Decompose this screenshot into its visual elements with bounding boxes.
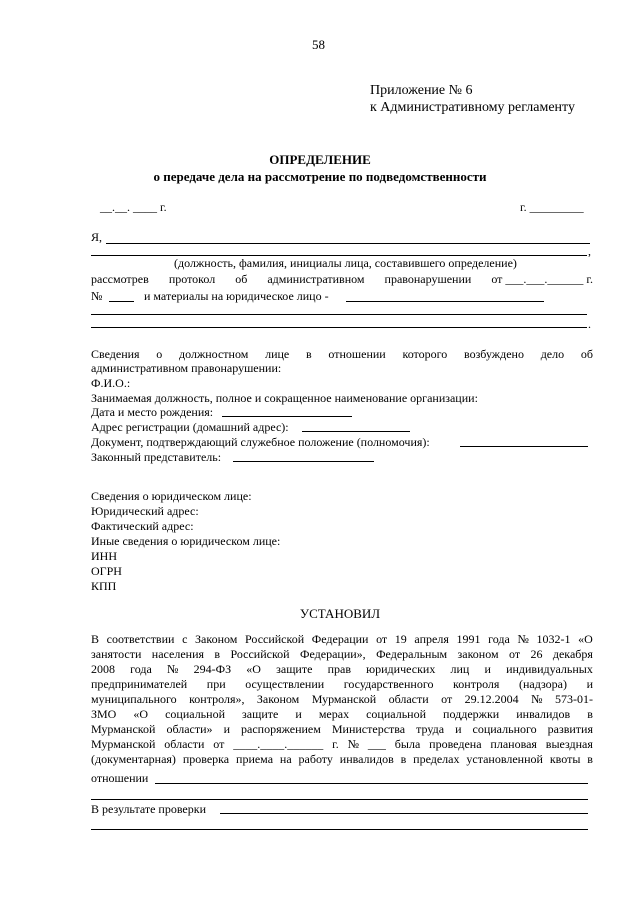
established-word: была [394, 737, 421, 751]
established-word: ___ [367, 737, 386, 751]
established-word: установленной [466, 752, 543, 766]
fio-label: Ф.И.О.: [91, 376, 131, 390]
established-word: работу [298, 752, 333, 766]
official-header-line [91, 348, 593, 360]
established-word: соответствии [106, 632, 175, 646]
established-word: ____.____.______ [233, 737, 324, 751]
document-title: ОПРЕДЕЛЕНИЕ [269, 152, 371, 167]
established-line-2 [91, 648, 593, 660]
established-word: на [279, 752, 292, 766]
established-word: с [182, 632, 188, 646]
document-label: Документ, подтверждающий служебное положение (полномочия): [91, 435, 430, 449]
established-word: 294-ФЗ [193, 662, 232, 676]
established-word: года [130, 662, 152, 676]
established-line-7 [91, 723, 593, 735]
inn-label: ИНН [91, 549, 117, 563]
author-caption: (должность, фамилия, инициалы лица, составившего определение) [174, 256, 517, 270]
appendix-line-1: Приложение № 6 [370, 83, 473, 98]
regarding-line [155, 783, 588, 784]
official-word-7: которого [402, 347, 448, 361]
established-word: распоряжением [241, 722, 321, 736]
established-word: Российской [245, 632, 305, 646]
document-subtitle: о передаче дела на рассмотрение по подведомственности [153, 169, 487, 184]
established-word: квоты [549, 752, 581, 766]
established-line-4 [91, 678, 593, 690]
established-word: муниципального [91, 692, 177, 706]
established-word: (надзора) [519, 677, 567, 691]
protocol-number-label: № [91, 289, 103, 303]
established-word: в [587, 707, 593, 721]
established-word: 19 [394, 632, 407, 646]
legal-entity-line [346, 301, 544, 302]
official-word-3: должностном [179, 347, 249, 361]
established-word: в [400, 752, 407, 766]
established-word: ЗМО [91, 707, 117, 721]
established-word: 573-01- [554, 692, 593, 706]
established-word: инвалидов [339, 752, 394, 766]
established-word: «О [246, 662, 261, 676]
date-field: __.__. ____ г. [100, 200, 167, 214]
established-word: «О [578, 632, 593, 646]
established-word: области» [166, 722, 213, 736]
established-line-1 [91, 633, 593, 645]
established-word: Федеральным [376, 647, 448, 661]
established-word: индивидуальных [506, 662, 593, 676]
representative-line [233, 461, 374, 462]
established-word: социального [472, 722, 537, 736]
appendix-line-2: к Административному регламенту [370, 100, 575, 115]
established-line-9 [91, 753, 593, 765]
established-word: года [488, 632, 510, 646]
intro-blank-line-1 [91, 314, 587, 315]
established-word: № [167, 662, 179, 676]
established-word: «О [133, 707, 149, 721]
established-word: и [223, 722, 230, 736]
established-word: поддержки [443, 707, 500, 721]
established-word: осуществлении [245, 677, 325, 691]
established-word: проверка [182, 752, 230, 766]
established-word: Мурманской [91, 737, 156, 751]
established-word: и [455, 722, 462, 736]
official-word-4: лице [265, 347, 290, 361]
established-word: апреля [414, 632, 449, 646]
intro-period: . [588, 317, 591, 331]
established-word: 1991 [456, 632, 481, 646]
author-line-1 [106, 243, 590, 244]
protocol-number-line [109, 301, 134, 302]
regarding-line-2 [91, 799, 588, 800]
established-word: Законом [256, 692, 300, 706]
established-word: № [531, 692, 543, 706]
address-line [302, 431, 410, 432]
established-word: юридических [366, 662, 436, 676]
address-label: Адрес регистрации (домашний адрес): [91, 420, 289, 434]
established-line-5 [91, 693, 593, 705]
established-word: контроля», [189, 692, 245, 706]
established-word: декабря [552, 647, 593, 661]
established-line-6 [91, 708, 593, 720]
established-word: Мурманской [311, 692, 377, 706]
official-word-8: возбуждено [463, 347, 524, 361]
established-word: 29.12.2004 [464, 692, 519, 706]
established-word: социальной [165, 707, 225, 721]
established-word: Федерации», [300, 647, 366, 661]
intro-blank-line-2 [91, 327, 587, 328]
established-word: законом [457, 647, 499, 661]
established-word: области [164, 737, 205, 751]
established-word: в [587, 752, 593, 766]
position-label: Занимаемая должность, полное и сокращенное наименование организации: [91, 391, 478, 405]
established-word: в [214, 647, 221, 661]
established-word: Мурманской [91, 722, 156, 736]
protocol-word-3: об [235, 272, 248, 286]
official-header-line-2: административном правонарушении: [91, 361, 282, 375]
official-word-5: в [305, 347, 312, 361]
established-word: мерах [318, 707, 350, 721]
established-word: Российской [230, 647, 290, 661]
result-label: В результате проверки [91, 802, 207, 816]
established-word: при [206, 677, 226, 691]
established-word: области [388, 692, 429, 706]
established-word: инвалидов [516, 707, 571, 721]
official-word-1: Сведения [91, 347, 140, 361]
protocol-word-4: административном [267, 272, 365, 286]
established-word: Федерации [311, 632, 369, 646]
protocol-word-2: протокол [168, 272, 216, 286]
established-word: (документарная) [91, 752, 176, 766]
city-field: г. _________ [520, 200, 584, 214]
protocol-word-5: правонарушении [384, 272, 472, 286]
official-word-6: отношении [328, 347, 386, 361]
established-word: предпринимателей [91, 677, 188, 691]
established-word: г. [332, 737, 339, 751]
official-word-9: дело [540, 347, 565, 361]
established-heading: УСТАНОВИЛ [299, 606, 381, 621]
established-word: от [376, 632, 388, 646]
established-word: 1032-1 [536, 632, 571, 646]
protocol-date-field: от ___.___.______ г. [491, 272, 593, 286]
page-number: 58 [312, 37, 325, 52]
other-info-label: Иные сведения о юридическом лице: [91, 534, 281, 548]
legal-entity-label: и материалы на юридическое лицо - [144, 289, 329, 303]
established-word: от [441, 692, 453, 706]
established-word: 26 [530, 647, 543, 661]
established-word: плановая [490, 737, 537, 751]
established-word: контроля [453, 677, 500, 691]
established-word: труда [416, 722, 445, 736]
representative-label: Законный представитель: [91, 450, 222, 464]
established-word: от [508, 647, 521, 661]
result-line [220, 813, 588, 814]
established-word: № [347, 737, 360, 751]
protocol-word-1: рассмотрев [91, 272, 149, 286]
ogrn-label: ОГРН [91, 564, 122, 578]
established-word: Законом [195, 632, 238, 646]
established-word: занятости [91, 647, 142, 661]
official-word-2: о [156, 347, 163, 361]
ya-label: Я, [91, 230, 103, 244]
established-word: прав [327, 662, 352, 676]
regarding-label: отношении [91, 771, 149, 785]
established-word: защите [242, 707, 279, 721]
established-word: от [213, 737, 225, 751]
established-word: и [295, 707, 302, 721]
established-word: В [91, 632, 100, 646]
established-word: выездная [545, 737, 593, 751]
result-line-2 [91, 829, 588, 830]
established-word: приема [236, 752, 274, 766]
legal-address-label: Юридический адрес: [91, 504, 199, 518]
established-word: развития [547, 722, 593, 736]
established-word: Министерства [331, 722, 406, 736]
established-word: государственного [343, 677, 434, 691]
document-line [460, 446, 588, 447]
protocol-line [91, 273, 593, 285]
established-word: 2008 [91, 662, 115, 676]
established-line-3 [91, 663, 593, 675]
kpp-label: КПП [91, 579, 117, 593]
established-word: социальной [366, 707, 427, 721]
birth-line [222, 416, 352, 417]
established-word: № [517, 632, 529, 646]
established-word: защите [276, 662, 313, 676]
established-word: пределах [413, 752, 460, 766]
legal-entity-header: Сведения о юридическом лице: [91, 489, 252, 503]
birth-label: Дата и место рождения: [91, 405, 214, 419]
author-line-comma: , [588, 244, 591, 258]
established-line-8 [91, 738, 593, 750]
established-word: проведена [429, 737, 482, 751]
official-word-10: об [580, 347, 593, 361]
actual-address-label: Фактический адрес: [91, 519, 194, 533]
established-word: и [484, 662, 491, 676]
established-word: лиц [450, 662, 470, 676]
established-word: населения [151, 647, 205, 661]
established-word: и [586, 677, 593, 691]
